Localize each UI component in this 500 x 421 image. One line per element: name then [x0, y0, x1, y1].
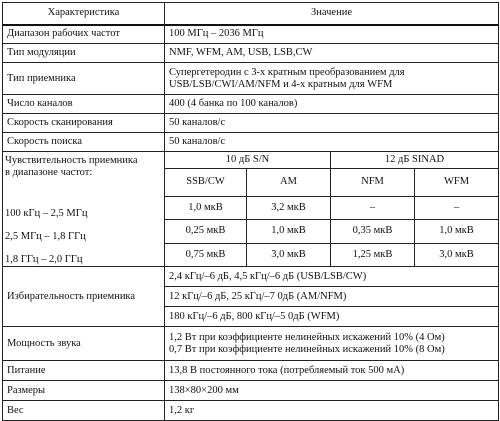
selectivity-line: 12 кГц/–6 дБ, 25 кГц/–7 0дБ (AM/NFM): [165, 287, 499, 307]
value-line: 0,7 Вт при коэффициенте нелинейных искажений 10% (8 Ом): [169, 343, 445, 355]
selectivity-line: 2,4 кГц/–6 дБ, 4,5 кГц/–6 дБ (USB/LSB/CW): [165, 267, 499, 287]
sens-value: 3,0 мкВ: [247, 243, 331, 266]
row-label: Скорость поиска: [3, 133, 165, 152]
specifications-table: [2, 2, 499, 421]
row-label: Мощность звука: [3, 327, 165, 361]
sens-value: –: [331, 196, 415, 219]
sens-value: 0,75 мкВ: [165, 243, 247, 266]
row-scan-speed: [3, 114, 499, 133]
sensitivity-range-3: 1,8 ГГц – 2,0 ГГц: [5, 254, 83, 265]
row-label: Тип приемника: [3, 63, 165, 95]
row-dimensions: [3, 381, 499, 401]
row-frequency-range: [3, 25, 499, 44]
row-label: Скорость сканирования: [3, 114, 165, 133]
row-power-supply: [3, 361, 499, 381]
row-value: 400 (4 банка по 100 каналов): [165, 95, 499, 114]
col-nfm: NFM: [331, 169, 415, 197]
row-value: 100 МГц – 2036 МГц: [165, 25, 499, 44]
sensitivity-range-1: 100 кГц – 2,5 МГц: [5, 208, 88, 219]
selectivity-label: Избирательность приемника: [3, 267, 165, 327]
sensitivity-label-cell: [3, 152, 165, 267]
sens-value: –: [415, 196, 499, 219]
sens-value: 1,0 мкВ: [415, 220, 499, 243]
row-value: 50 каналов/с: [165, 114, 499, 133]
row-label: Вес: [3, 401, 165, 421]
col-wfm: WFM: [415, 169, 499, 197]
sens-value: 1,0 мкВ: [165, 196, 247, 219]
selectivity-line: 180 кГц/–6 дБ, 800 кГц/–5 0дБ (WFM): [165, 307, 499, 327]
row-value: 13,8 В постоянного тока (потребляемый ток 500 мА): [165, 361, 499, 381]
row-label: Питание: [3, 361, 165, 381]
row-label: Диапазон рабочих частот: [3, 25, 165, 44]
sensitivity-range-2: 2,5 МГц – 1,8 ГГц: [5, 231, 86, 242]
header-row: [3, 3, 499, 25]
row-receiver-type: [3, 63, 499, 95]
value-line: Супергетеродин с 3-х кратным преобразованием для: [169, 66, 405, 78]
row-value: 1,2 кг: [165, 401, 499, 421]
row-weight: [3, 401, 499, 421]
sensitivity-label: Чувствительность приемника: [5, 155, 138, 166]
row-label: Число каналов: [3, 95, 165, 114]
sens-value: 0,25 мкВ: [165, 220, 247, 243]
sens-value: 3,0 мкВ: [415, 243, 499, 266]
sens-value: 0,35 мкВ: [331, 220, 415, 243]
sens-value: 1,25 мкВ: [331, 243, 415, 266]
selectivity-row: [3, 267, 499, 287]
header-value: Значение: [165, 3, 499, 25]
group-sn: 10 дБ S/N: [165, 152, 331, 169]
row-modulation: [3, 44, 499, 63]
sensitivity-group-row: [3, 152, 499, 169]
group-sinad: 12 дБ SINAD: [331, 152, 499, 169]
value-line: 1,2 Вт при коэффициенте нелинейных искажений 10% (4 Ом): [169, 331, 445, 343]
row-value: [165, 327, 499, 361]
row-value: NMF, WFM, AM, USB, LSB,CW: [165, 44, 499, 63]
row-channels: [3, 95, 499, 114]
row-label: Размеры: [3, 381, 165, 401]
sens-value: 3,2 мкВ: [247, 196, 331, 219]
value-line: USB/LSB/CWI/AM/NFM и 4-х кратным для WFM: [169, 78, 393, 90]
row-value: 138×80×200 мм: [165, 381, 499, 401]
row-audio-power: [3, 327, 499, 361]
sens-value: 1,0 мкВ: [247, 220, 331, 243]
col-ssb-cw: SSB/CW: [165, 169, 247, 197]
header-characteristic: Характеристика: [3, 3, 165, 25]
row-value: 50 каналов/с: [165, 133, 499, 152]
col-am: AM: [247, 169, 331, 197]
row-value: [165, 63, 499, 95]
row-search-speed: [3, 133, 499, 152]
sensitivity-label: в диапазоне частот:: [5, 167, 93, 178]
row-label: Тип модуляции: [3, 44, 165, 63]
